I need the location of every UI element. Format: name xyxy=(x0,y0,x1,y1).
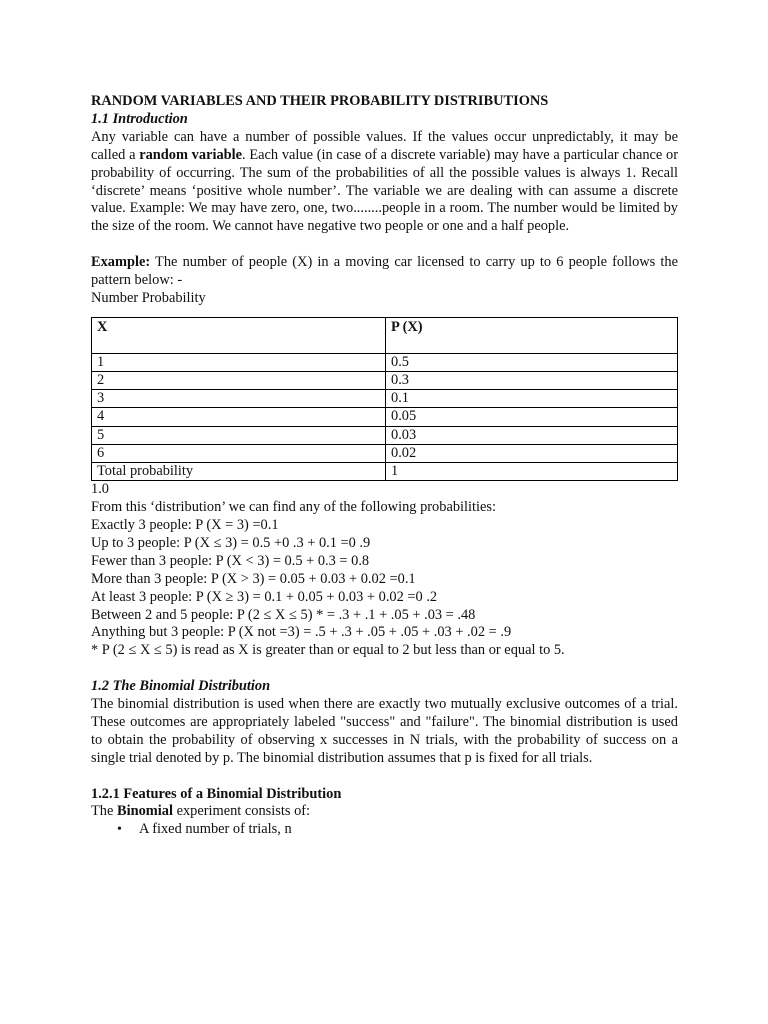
table-row xyxy=(92,426,678,444)
table-cell-x: 3 xyxy=(92,390,386,408)
probability-line: At least 3 people: P (X ≥ 3) = 0.1 + 0.05 + 0.03 + 0.02 =0 .2 xyxy=(91,588,438,605)
table-cell-px: 0.05 xyxy=(386,408,678,426)
table-cell-x: 1 xyxy=(92,353,386,371)
after-table-text: 1.0 xyxy=(91,481,109,498)
table-cell-px: 0.5 xyxy=(386,353,678,371)
table-cell-px: 0.02 xyxy=(386,444,678,462)
table-cell-total-value: 1 xyxy=(386,462,678,480)
binomial-intro-a: The xyxy=(91,803,117,820)
table-caption: Number Probability xyxy=(91,289,206,306)
binomial-intro xyxy=(91,803,678,821)
features-list xyxy=(91,821,678,839)
probability-footnote: * P (2 ≤ X ≤ 5) is read as X is greater than or equal to 2 but less than or equal to 5. xyxy=(91,642,565,659)
table-cell-px: 0.03 xyxy=(386,426,678,444)
probability-line: More than 3 people: P (X > 3) = 0.05 + 0.03 + 0.02 =0.1 xyxy=(91,570,416,587)
table-row xyxy=(92,444,678,462)
example-paragraph xyxy=(91,254,678,290)
random-variable-term: random variable xyxy=(139,146,243,163)
section-1-2-1-heading: 1.2.1 Features of a Binomial Distribution xyxy=(91,785,342,802)
probability-table xyxy=(91,317,678,481)
probability-line: Up to 3 people: P (X ≤ 3) = 0.5 +0 .3 + 0.1 =0 .9 xyxy=(91,534,371,551)
table-cell-px: 0.3 xyxy=(386,372,678,390)
table-row xyxy=(92,372,678,390)
probability-line: Anything but 3 people: P (X not =3) = .5 + .3 + .05 + .05 + .03 + .02 = .9 xyxy=(91,624,512,641)
section-1-2-heading: 1.2 The Binomial Distribution xyxy=(91,678,271,695)
table-row xyxy=(92,353,678,371)
example-text: The number of people (X) in a moving car licensed to carry up to 6 people follows the pattern below: - xyxy=(91,254,678,289)
section-1-1-heading: 1.1 Introduction xyxy=(91,110,188,127)
table-cell-total-label: Total probability xyxy=(92,462,386,480)
binomial-intro-b: experiment consists of: xyxy=(172,803,311,820)
list-item-text: A fixed number of trials, n xyxy=(139,821,292,838)
table-row xyxy=(92,390,678,408)
table-cell-x: 4 xyxy=(92,408,386,426)
document-page xyxy=(91,93,678,839)
document-title: RANDOM VARIABLES AND THEIR PROBABILITY DISTRIBUTIONS xyxy=(91,93,549,109)
example-label: Example: xyxy=(91,254,151,271)
intro-text-a: Any variable can have a number of possible values. If the values occur unpredictably, it may be called a xyxy=(91,128,678,163)
table-header-x: X xyxy=(92,317,386,353)
list-item xyxy=(117,821,678,839)
table-cell-x: 5 xyxy=(92,426,386,444)
table-cell-px: 0.1 xyxy=(386,390,678,408)
table-total-row xyxy=(92,462,678,480)
probabilities-intro: From this ‘distribution’ we can find any of the following probabilities: xyxy=(91,499,497,516)
intro-text-b: . Each value (in case of a discrete variable) may have a particular chance or probability of occurring. The sum of the probabilities of all the possible values is always 1. Recall ‘discrete’ means ‘positive whole number’. The variable we are dealing with can assume a discrete value. Example: We may have zero, one, two........people in a room. The number would be limited by the size of the room. We cannot have negative two people or one and a half people. xyxy=(91,146,679,235)
spacer xyxy=(91,236,678,254)
probability-line: Exactly 3 people: P (X = 3) =0.1 xyxy=(91,516,279,533)
binomial-term: Binomial xyxy=(116,803,173,820)
table-header-row xyxy=(92,317,678,353)
spacer xyxy=(91,660,678,678)
binomial-paragraph: The binomial distribution is used when there are exactly two mutually exclusive outcomes of a trial. These outcomes are appropriately labeled "success" and "failure". The binomial distribution is used to obtain the probability of observing x successes in N trials, with the probability of success on a single trial denoted by p. The binomial distribution assumes that p is fixed for all trials. xyxy=(91,696,678,766)
table-header-px: P (X) xyxy=(386,317,678,353)
table-cell-x: 6 xyxy=(92,444,386,462)
probability-line: Fewer than 3 people: P (X < 3) = 0.5 + 0.3 = 0.8 xyxy=(91,552,370,569)
intro-paragraph xyxy=(91,129,678,236)
bullet-icon: • xyxy=(117,822,122,838)
table-cell-x: 2 xyxy=(92,372,386,390)
spacer xyxy=(91,768,678,786)
probability-line: Between 2 and 5 people: P (2 ≤ X ≤ 5) * = .3 + .1 + .05 + .03 = .48 xyxy=(91,606,476,623)
table-row xyxy=(92,408,678,426)
